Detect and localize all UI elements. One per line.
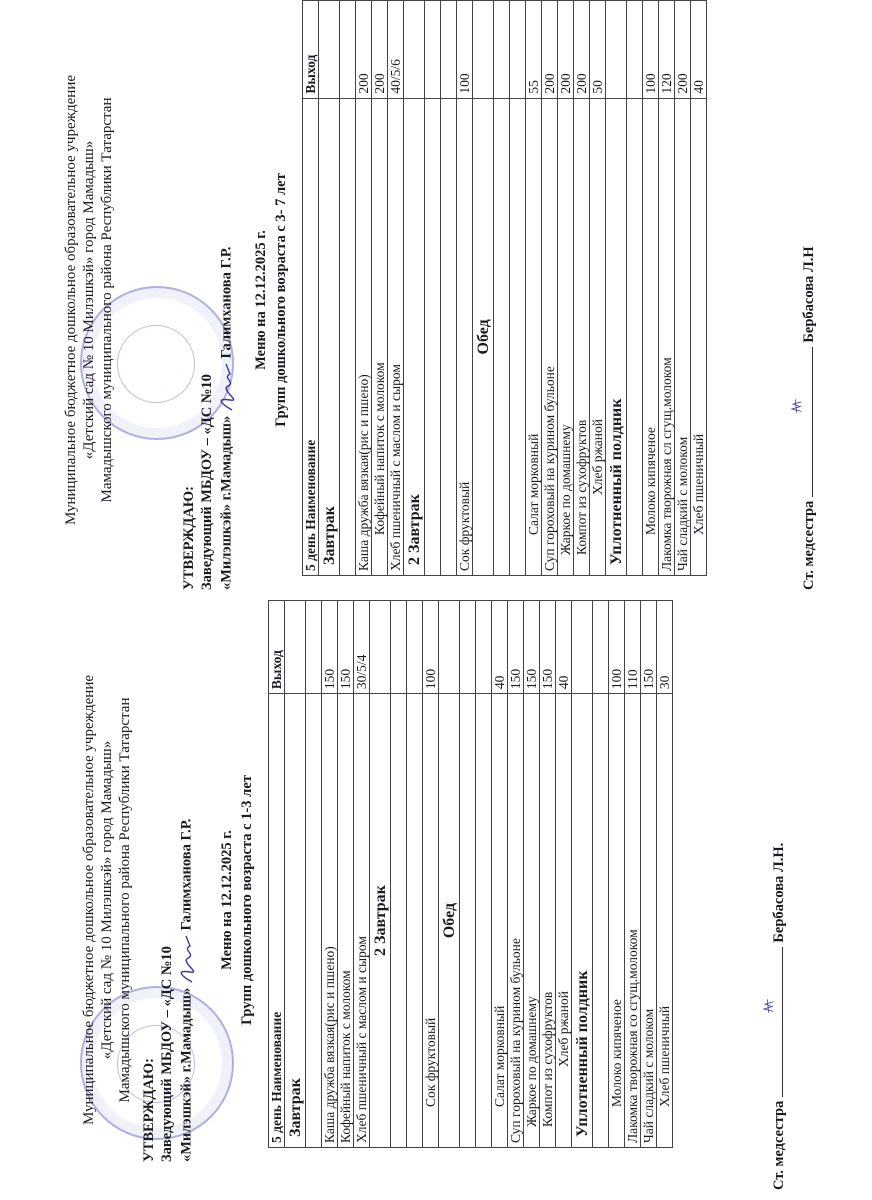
- org-line-3: Мамадышского муниципального района Республики Татарстан: [117, 697, 133, 1103]
- blank-row: [306, 601, 322, 1148]
- table-row: Лакомка творожная со сгущ.молоком 110: [625, 601, 641, 1148]
- approve-org-short: «Милэшкэй» г.Мамадыш» Галимханова Г.Р.: [216, 247, 238, 590]
- table-header-row: [269, 601, 285, 1148]
- nurse-signature-line: [770, 843, 788, 1190]
- nurse-name: Бербасова Л.Н: [801, 246, 817, 343]
- table-header-row: [303, 1, 319, 576]
- table-row: Суп гороховый на курином бульоне 150: [508, 601, 524, 1148]
- group-label: Групп дошкольного возраста с 3- 7 лет: [273, 173, 289, 427]
- menu-date: Меню на 12.12.2025 г.: [253, 230, 269, 370]
- table-row: Жаркое по домашнему 150: [524, 601, 540, 1148]
- section-header-afternoon-snack: Уплотненный полдник: [606, 1, 627, 576]
- org-line-1: Муниципальное бюджетное дошкольное образовательное учреждение: [81, 675, 97, 1125]
- approve-position: Заведующий МБДОУ – «ДС №10: [159, 946, 175, 1162]
- header-output: Выход: [303, 1, 319, 99]
- approve-title: УТВЕРЖДАЮ:: [141, 1058, 157, 1162]
- table-row: Хлеб пшеничный 30: [657, 601, 673, 1148]
- table-row: Суп гороховый на курином бульоне 200: [542, 1, 558, 576]
- signature-underline: [770, 947, 783, 1097]
- org-line-2: «Детский сад № 10 Милэшкэй» город Мамадыш»: [81, 140, 97, 460]
- section-header-afternoon-snack: Уплотненный полдник: [572, 601, 593, 1148]
- blank-row: [441, 1, 457, 576]
- menu-table: [268, 600, 673, 1148]
- approval-block: [180, 247, 238, 590]
- blank-row: [510, 1, 526, 576]
- section-header-lunch: Обед: [439, 601, 460, 1148]
- menu-date: Меню на 12.12.2025 г.: [219, 830, 235, 970]
- menu-document-1-3: [0, 600, 872, 1200]
- table-row: Молоко кипяченое 100: [609, 601, 625, 1148]
- table-row: Хлеб пшеничный с маслом и сыром 30/5/4: [354, 601, 370, 1148]
- table-row: Кофейный напиток с молоком 150: [338, 601, 354, 1148]
- blank-row: [494, 1, 510, 576]
- signature-underline: [800, 347, 813, 497]
- approve-position: Заведующий МБДОУ – «ДС №10: [199, 374, 215, 590]
- menu-table: [302, 0, 707, 576]
- table-row: Хлеб пшеничный 40: [691, 1, 707, 576]
- table-row: Лакомка творожная сл сгущ.молоком 120: [659, 1, 675, 576]
- approve-name: Галимханова Г.Р.: [218, 246, 235, 359]
- nurse-signature-line: [800, 246, 818, 590]
- blank-row: [391, 601, 407, 1148]
- org-header: [62, 0, 116, 600]
- nurse-label: Ст. медсестра: [801, 500, 817, 590]
- blank-row: [340, 1, 356, 576]
- table-row: Хлеб пшеничный с маслом и сыром 40/5/6: [388, 1, 404, 576]
- section-header-breakfast: Завтрак: [285, 601, 306, 1148]
- table-row: Хлеб ржаной 50: [590, 1, 606, 576]
- approval-block: [140, 819, 198, 1162]
- section-header-lunch: Обед: [473, 1, 494, 576]
- table-row: Кофейный напиток с молоком 200: [372, 1, 388, 576]
- blank-row: [627, 1, 643, 576]
- section-header-second-breakfast: 2 Завтрак: [404, 1, 425, 576]
- org-line-1: Муниципальное бюджетное дошкольное образовательное учреждение: [63, 75, 79, 525]
- handwritten-signature: [776, 385, 816, 415]
- table-row: Салат морковный 40: [492, 601, 508, 1148]
- approve-org-short: «Милэшкэй» г.Мамадыш» Галимханова Г.Р.: [176, 819, 198, 1162]
- table-row: Каша дружба вязкая(рис и пшено) 150: [322, 601, 338, 1148]
- nurse-name: Бербасова Л.Н.: [771, 842, 787, 943]
- section-header-second-breakfast: 2 Завтрак: [370, 601, 391, 1148]
- org-line-3: Мамадышского муниципального района Республики Татарстан: [99, 97, 115, 503]
- table-row: Компот из сухофруктов 150: [540, 601, 556, 1148]
- table-row: Компот из сухофруктов 200: [574, 1, 590, 576]
- org-header: [80, 600, 134, 1200]
- nurse-label: Ст. медсестра: [771, 1100, 787, 1190]
- table-row: Сок фруктовый 100: [457, 1, 473, 576]
- blank-row: [593, 601, 609, 1148]
- table-row: Жаркое по домашнему 200: [558, 1, 574, 576]
- header-output: Выход: [269, 601, 285, 694]
- header-name: 5 день Наименование: [269, 694, 285, 1148]
- group-label: Групп дошкольного возраста с 1-3 лет: [239, 775, 255, 1025]
- handwritten-signature: [176, 934, 198, 984]
- approve-name: Галимханова Г.Р.: [178, 818, 195, 931]
- table-row: Сок фруктовый 100: [423, 601, 439, 1148]
- blank-row: [425, 1, 441, 576]
- blank-row: [476, 601, 492, 1148]
- table-row: Салат морковный 55: [526, 1, 542, 576]
- handwritten-signature: [748, 985, 788, 1015]
- table-row: Каша дружба вязкая(рис и пшено) 200: [356, 1, 372, 576]
- approve-title: УТВЕРЖДАЮ:: [181, 486, 197, 590]
- blank-row: [460, 601, 476, 1148]
- header-name: 5 день Наименование: [303, 98, 319, 575]
- org-line-2: «Детский сад № 10 Милэшкэй» город Мамадыш»: [99, 740, 115, 1060]
- section-header-breakfast: Завтрак: [319, 1, 340, 576]
- blank-row: [407, 601, 423, 1148]
- table-row: Чай сладкий с молоком 150: [641, 601, 657, 1148]
- table-row: Чай сладкий с молоком 200: [675, 1, 691, 576]
- handwritten-signature: [216, 362, 238, 412]
- table-row: Молоко кипяченое 100: [643, 1, 659, 576]
- table-row: Хлеб ржаной 40: [556, 601, 572, 1148]
